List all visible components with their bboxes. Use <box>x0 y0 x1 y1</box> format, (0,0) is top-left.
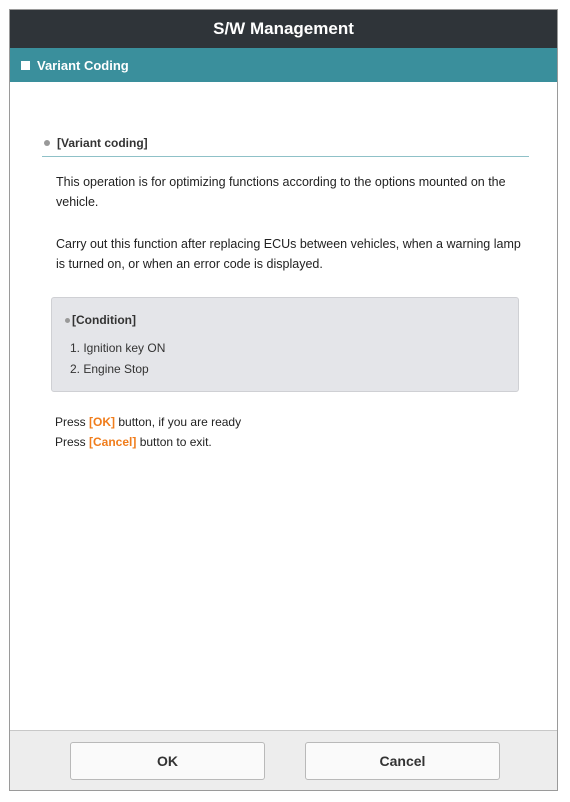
description-paragraph-1: This operation is for optimizing functions according to the options mounted on the vehicle. <box>56 175 506 209</box>
bullet-icon <box>44 140 50 146</box>
button-bar <box>10 730 557 790</box>
ok-key-label: [OK] <box>89 415 116 429</box>
bullet-icon <box>65 318 70 323</box>
condition-item: 1. Ignition key ON <box>70 341 166 355</box>
section-header <box>10 48 557 82</box>
cancel-key-label: [Cancel] <box>89 435 137 449</box>
press-ok-prefix: Press <box>55 415 90 429</box>
subheading-text: [Variant coding] <box>57 136 148 150</box>
condition-item: 2. Engine Stop <box>70 362 149 376</box>
press-cancel-prefix: Press <box>55 435 90 449</box>
square-icon <box>21 61 30 70</box>
description-paragraph-2: Carry out this function after replacing ECUs between vehicles, when a warning lamp is turned on, or when an error code is displayed. <box>56 237 521 271</box>
subheading <box>42 130 529 157</box>
press-ok-instruction <box>55 415 241 429</box>
condition-title <box>65 313 136 327</box>
press-cancel-suffix: button to exit. <box>136 435 212 449</box>
condition-title-text: [Condition] <box>72 313 136 327</box>
press-ok-suffix: button, if you are ready <box>115 415 242 429</box>
section-title: Variant Coding <box>37 57 129 73</box>
sw-management-window <box>9 9 558 791</box>
ok-button[interactable]: OK <box>70 742 265 780</box>
content-area <box>10 82 557 730</box>
window-title: S/W Management <box>10 10 557 48</box>
press-cancel-instruction <box>55 435 212 449</box>
condition-box <box>51 297 519 392</box>
cancel-button[interactable]: Cancel <box>305 742 500 780</box>
